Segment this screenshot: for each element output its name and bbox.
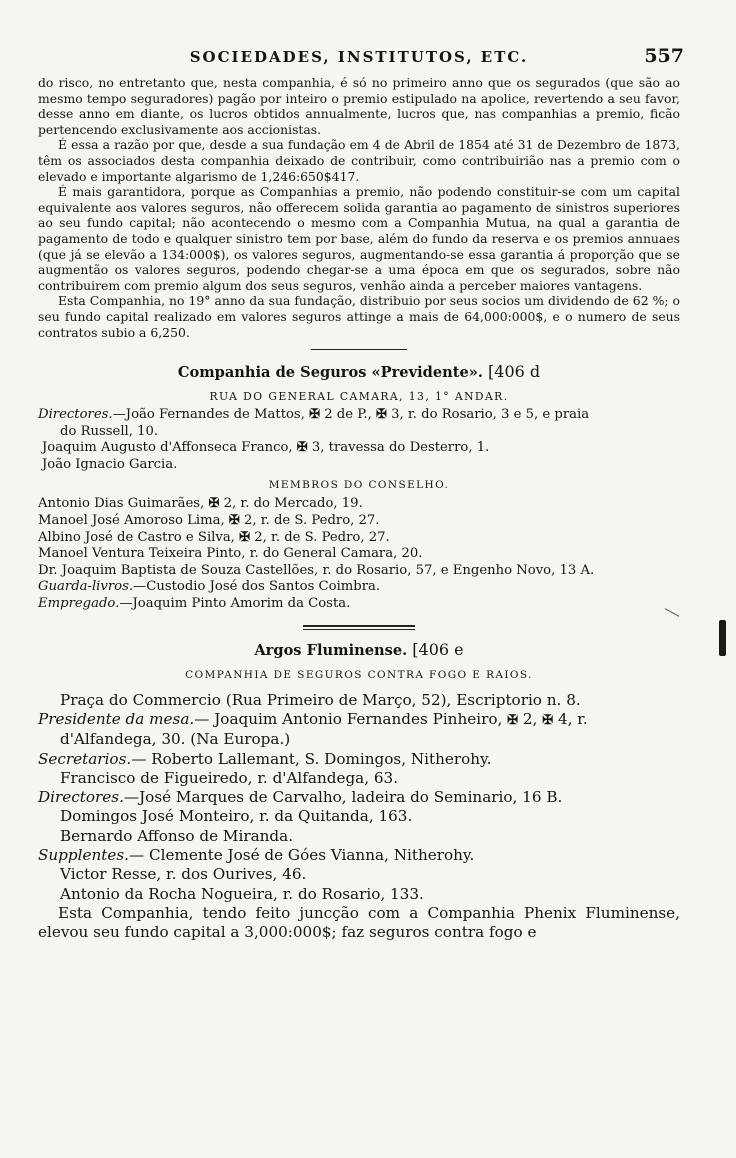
- director-line: João Ignacio Garcia.: [42, 456, 178, 472]
- secretary-name: — Roberto Lallemant, S. Domingos, Nitherohy.: [131, 749, 492, 768]
- order-cross-icon: ✠: [228, 513, 240, 529]
- director-line: [38, 440, 680, 457]
- employee-line: [38, 596, 680, 613]
- director-name: Joaquim Augusto d'Affonseca Franco,: [42, 440, 293, 456]
- directors-label: Directores.: [38, 407, 113, 423]
- order-cross-icon: ✠: [309, 407, 321, 423]
- president-name: — Joaquim Antonio Fernandes Pinheiro,: [194, 709, 503, 728]
- member-name: Antonio Dias Guimarães,: [38, 496, 205, 512]
- page-body: [38, 45, 684, 942]
- president-detail: 4, r.: [557, 709, 588, 728]
- directors-line: [38, 788, 680, 807]
- argos-subtitle: COMPANHIA DE SEGUROS CONTRA FOGO E RAIOS.: [185, 668, 533, 681]
- member-name: Albino José de Castro e Silva,: [38, 529, 235, 545]
- director-detail: 2 de P.,: [324, 407, 372, 423]
- council-member: Dr. Joaquim Baptista de Souza Castellões, r. do Rosario, 57, e Engenho Novo, 13 A.: [38, 562, 595, 578]
- intro-paragraph: É mais garantidora, porque as Companhias a premio, não podendo constituir-se com um capital equivalente aos valores seguros, não offerecem solida garantia ao pagamento de sinistros superiores ao seu fundo capital; não acontecendo o mesmo com a Companhia Mutua, na qual a garantia de pagamento de todo e qualquer sinistro tem por base, além do fundo da reserva e os premios annuaes (que já se elevão a 134:000$), os valores seguros, augmentando-se essa garantia á proporção que se augmentão os valores seguros, podendo chegar-se a uma época em que os segurados, sobre não contribuirem com premio algum dos seus seguros, venhão ainda a perceber maiores vantagens.: [38, 184, 680, 293]
- secretaries-line: [38, 750, 680, 769]
- argos-closing-paragraph: Esta Companhia, tendo feito juncção com a Companhia Phenix Fluminense, elevou seu fundo capital a 3,000:000$; faz seguros contra fogo e: [38, 903, 680, 942]
- director-line: Bernardo Affonso de Miranda.: [60, 826, 294, 845]
- substitutes-line: [38, 846, 680, 865]
- bookkeeper-name: —Custodio José dos Santos Coimbra.: [133, 579, 381, 595]
- president-line: [38, 710, 680, 730]
- header-title: SOCIEDADES, INSTITUTOS, ETC.: [189, 48, 529, 66]
- directors-line: [38, 407, 680, 424]
- director-name: —João Fernandes de Mattos,: [112, 407, 305, 423]
- president-label: Presidente da mesa.: [38, 709, 195, 728]
- intro-text: [38, 75, 680, 340]
- company-name: Argos Fluminense.: [254, 641, 408, 659]
- president-detail: 2,: [522, 709, 538, 728]
- order-cross-icon: ✠: [507, 712, 519, 728]
- reference-number: [406 d: [488, 362, 541, 382]
- secretary-line: Francisco de Figueiredo, r. d'Alfandega, 63.: [60, 768, 399, 787]
- bookkeepers-label: Guarda-livros.: [38, 579, 134, 595]
- member-address: 2, r. do Mercado, 19.: [223, 496, 363, 512]
- intro-paragraph: Esta Companhia, no 19° anno da sua fundação, distribuio por seus socios um dividendo de 62 %; o seu fundo capital realizado em valores seguros attinge a mais de 64,000:000$, e o numero de seus contratos subio a 6,250.: [38, 293, 680, 340]
- order-cross-icon: ✠: [376, 407, 387, 423]
- directors-label: Directores.: [38, 788, 124, 807]
- director-line: Domingos José Monteiro, r. da Quitanda, 163.: [60, 807, 413, 826]
- director-address: 3, r. do Rosario, 3 e 5, e praia: [391, 407, 590, 423]
- council-member: Manoel Ventura Teixeira Pinto, r. do General Camara, 20.: [38, 546, 423, 562]
- margin-ink-mark: [719, 620, 726, 656]
- order-cross-icon: ✠: [239, 529, 250, 545]
- section-divider: [311, 349, 407, 350]
- member-address: 2, r. de S. Pedro, 27.: [254, 529, 390, 545]
- argos-address: Praça do Commercio (Rua Primeiro de Março, 52), Escriptorio n. 8.: [60, 690, 581, 709]
- substitute-name: — Clemente José de Góes Vianna, Nitherohy.: [128, 846, 475, 864]
- company-name: Companhia de Seguros «Previdente».: [177, 364, 483, 382]
- previdente-title: [38, 362, 680, 383]
- council-heading: MEMBROS DO CONSELHO.: [268, 479, 450, 492]
- running-header: [38, 45, 684, 70]
- substitutes-label: Supplentes.: [38, 846, 129, 864]
- reference-number: [406 e: [412, 639, 464, 659]
- argos-title: [38, 640, 680, 661]
- council-member: [38, 530, 680, 547]
- previdente-address: RUA DO GENERAL CAMARA, 13, 1° ANDAR.: [209, 390, 509, 404]
- member-name: Manoel José Amoroso Lima,: [38, 513, 225, 529]
- employee-label: Empregado.: [38, 596, 120, 612]
- intro-paragraph: É essa a razão por que, desde a sua fundação em 4 de Abril de 1854 até 31 de Dezembro de 1873, têm os associados desta companhia deixado de contribuir, como contribuirião nas a premio com o elevado e importante algarismo de 1,246:650$417.: [38, 137, 680, 184]
- president-address: d'Alfandega, 30. (Na Europa.): [60, 730, 291, 749]
- page-number: 557: [644, 45, 684, 67]
- substitute-line: Antonio da Rocha Nogueira, r. do Rosario, 133.: [60, 884, 424, 903]
- order-cross-icon: ✠: [296, 440, 308, 456]
- section-double-divider: [303, 625, 415, 627]
- member-address: 2, r. de S. Pedro, 27.: [243, 513, 380, 529]
- director-address: 3, travessa do Desterro, 1.: [311, 440, 490, 456]
- order-cross-icon: ✠: [542, 712, 554, 728]
- director-address-continued: do Russell, 10.: [60, 423, 159, 439]
- employee-name: —Joaquim Pinto Amorim da Costa.: [119, 596, 351, 612]
- bookkeepers-line: [38, 579, 680, 596]
- argos-body: [38, 691, 680, 943]
- substitute-line: Victor Resse, r. dos Ourives, 46.: [60, 865, 307, 884]
- secretaries-label: Secretarios.: [38, 749, 132, 768]
- order-cross-icon: ✠: [208, 496, 220, 512]
- director-name: —José Marques de Carvalho, ladeira do Seminario, 16 B.: [123, 788, 563, 807]
- council-member: [38, 513, 680, 530]
- council-member: [38, 496, 680, 513]
- intro-paragraph: do risco, no entretanto que, nesta companhia, é só no primeiro anno que os segurados (que são ao mesmo tempo seguradores) pagão por inteiro o premio estipulado na apolice, revertendo a seu favor, desse anno em diante, os lucros obtidos annualmente, lucros que, nas companhias a premio, ficão pertencendo exclusivamente aos accionistas.: [38, 75, 680, 137]
